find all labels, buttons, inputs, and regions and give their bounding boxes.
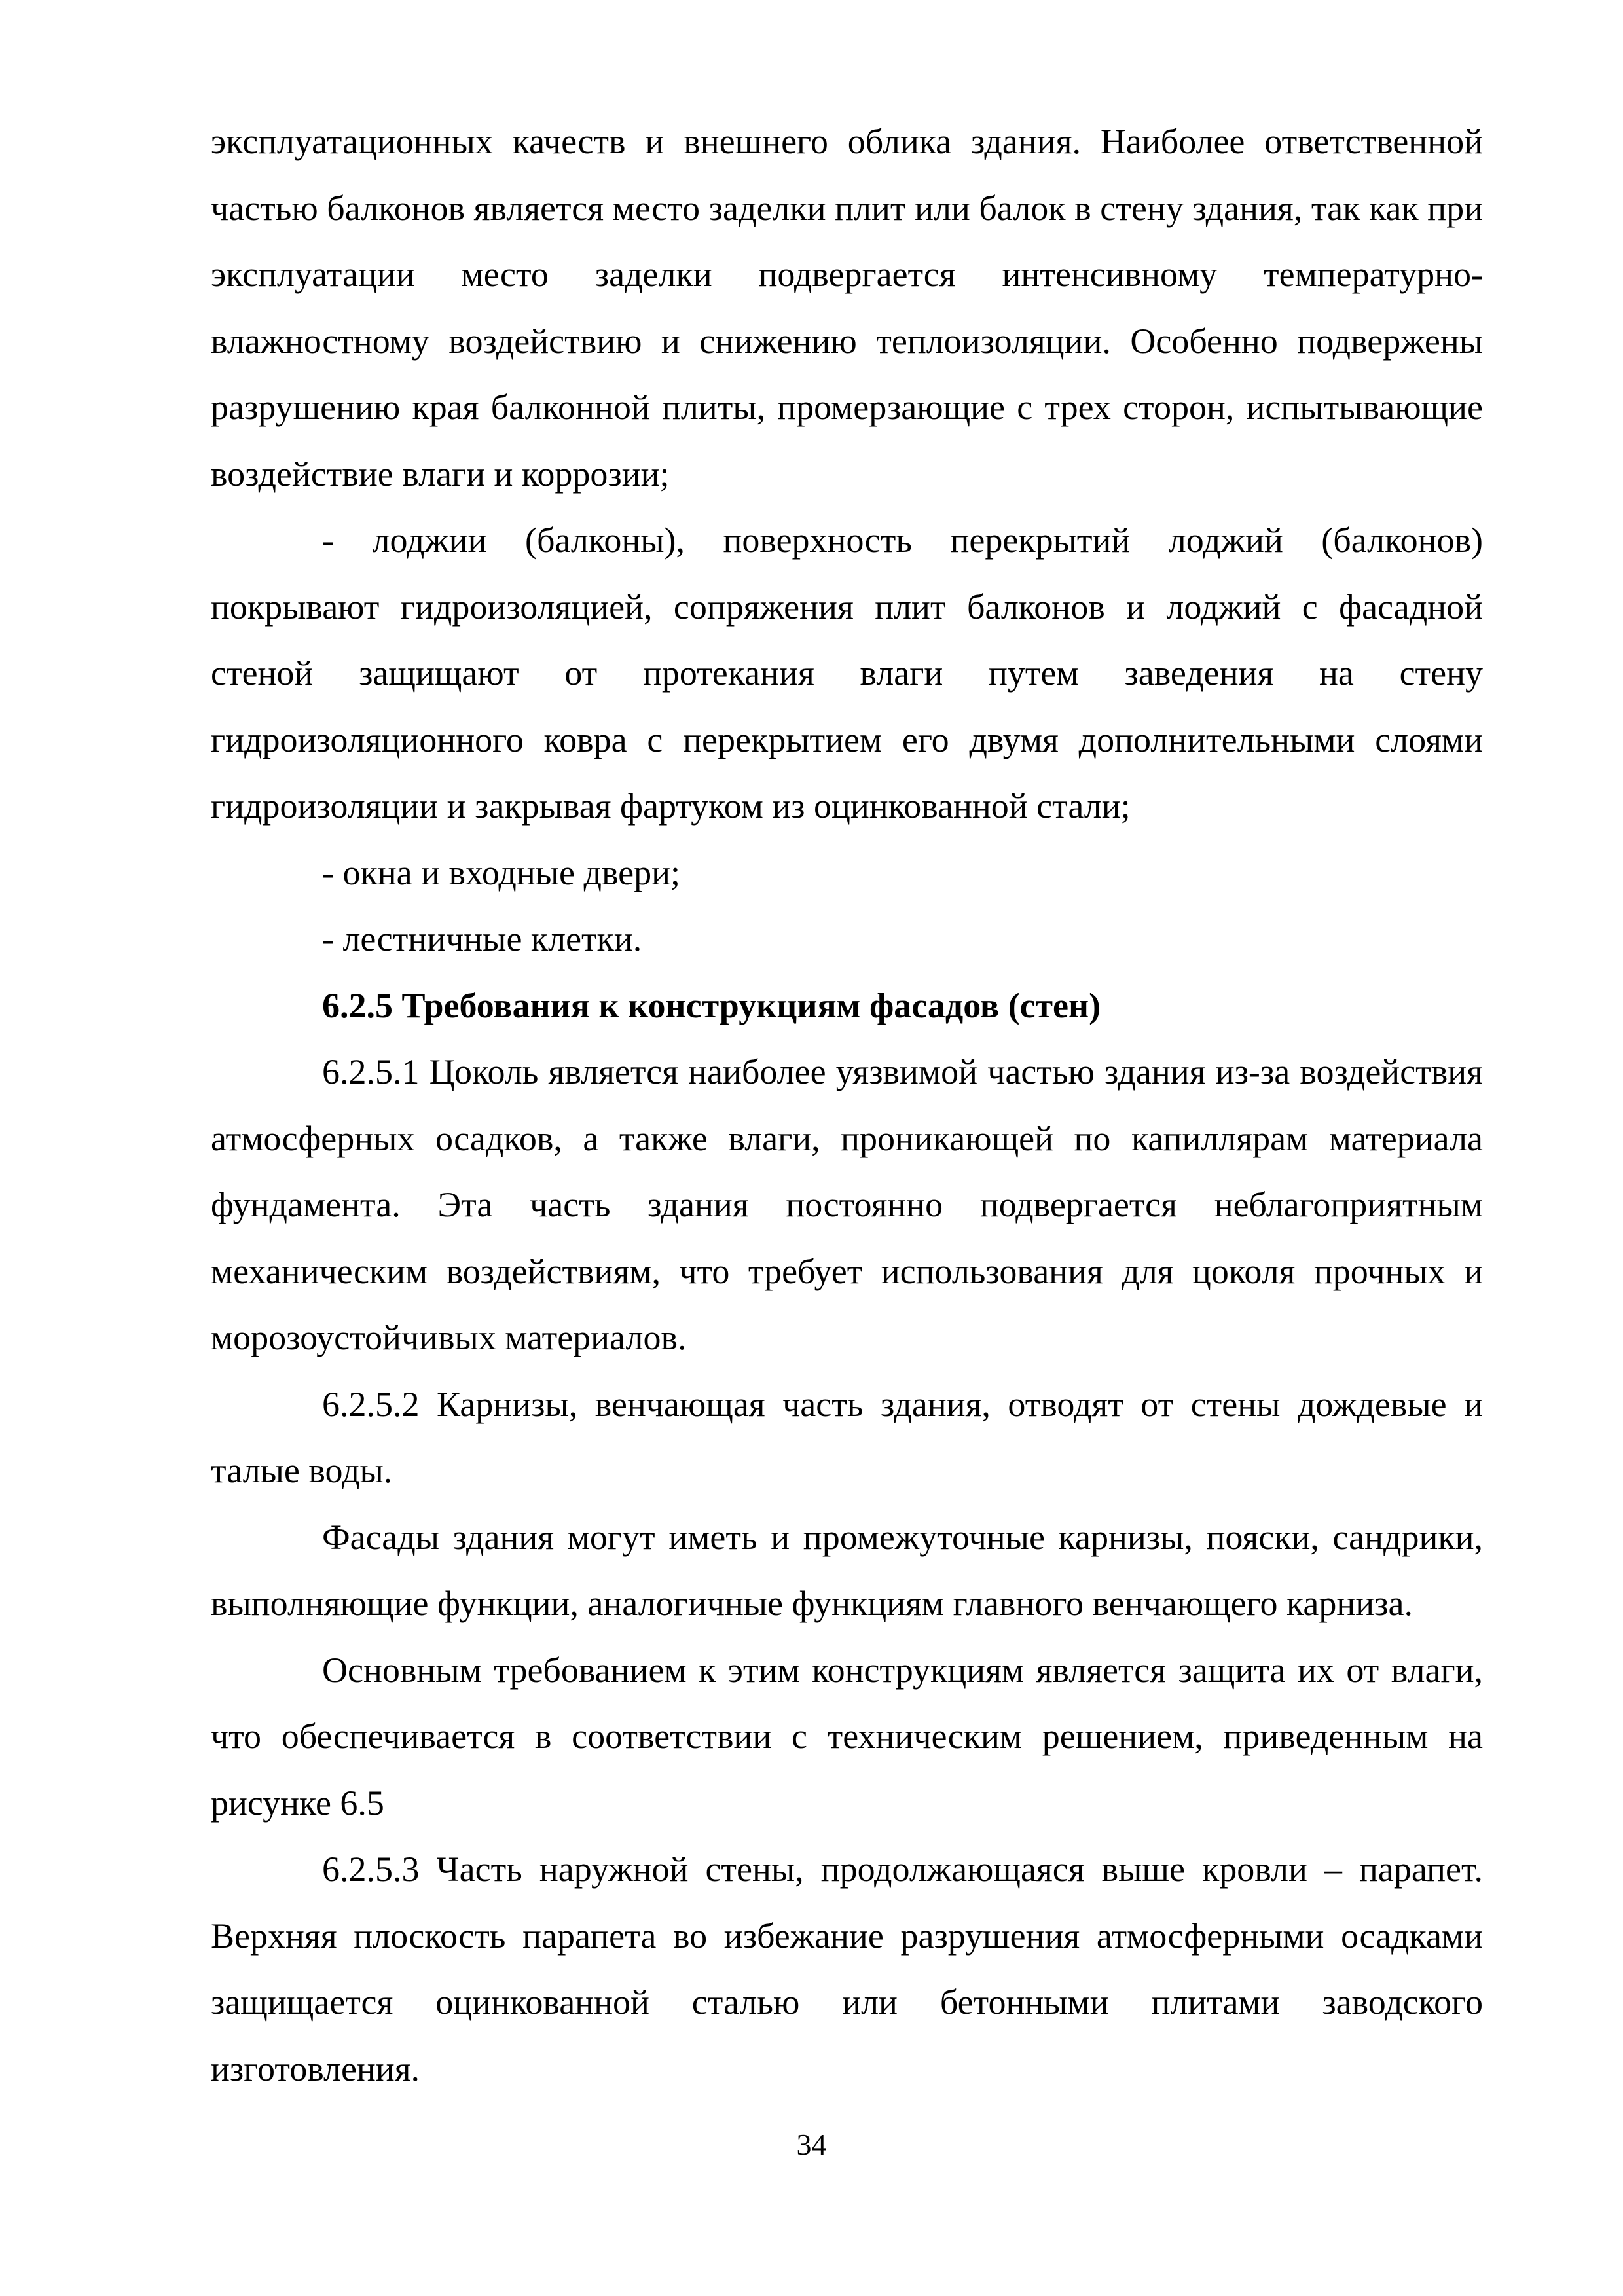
list-item-windows-doors: - окна и входные двери; (322, 852, 681, 892)
paragraph-cornices: 6.2.5.2 Карнизы, венчающая часть здания, отводят от стены дождевые и талые воды. (211, 1384, 1483, 1490)
section-heading: 6.2.5 Требования к конструкциям фасадов (стен) (322, 985, 1101, 1025)
list-item-loggias: - лоджии (балконы), поверхность перекрытий лоджий (балконов) покрывают гидроизоляцией, сопряжения плит балконов и лоджий с фасадной стеной защищают от протекания влаги путем заведения на стену гидроизоляционного ковра с перекрытием его двумя дополнительными слоями гидроизоляции и закрывая фартуком из оцинкованной стали; (211, 520, 1483, 826)
paragraph-plinth: 6.2.5.1 Цоколь является наиболее уязвимой частью здания из-за воздействия атмосферных осадков, а также влаги, проникающей по капиллярам материала фундамента. Эта часть здания постоянно подвергается неблагоприятным механическим воздействиям, что требует использования для цоколя прочных и морозоустойчивых материалов. (211, 1052, 1483, 1357)
paragraph-balcony-continuation: эксплуатационных качеств и внешнего облика здания. Наиболее ответственной частью балконов является место заделки плит или балок в стену здания, так как при эксплуатации место заделки подвергается интенсивному температурно-влажностному воздействию и снижению теплоизоляции. Особенно подвержены разрушению края балконной плиты, промерзающие с трех сторон, испытывающие воздействие влаги и коррозии; (211, 122, 1483, 494)
page-number: 34 (796, 2128, 827, 2161)
paragraph-moisture-protection: Основным требованием к этим конструкциям является защита их от влаги, что обеспечивается в соответствии с техническим решением, приведенным на рисунке 6.5 (211, 1650, 1483, 1823)
page-body (211, 109, 1483, 2102)
paragraph-parapet: 6.2.5.3 Часть наружной стены, продолжающаяся выше кровли – парапет. Верхняя плоскость парапета во избежание разрушения атмосферными осадками защищается оцинкованной сталью или бетонными плитами заводского изготовления. (211, 1850, 1483, 2088)
paragraph-intermediate-cornices: Фасады здания могут иметь и промежуточные карнизы, пояски, сандрики, выполняющие функции, аналогичные функциям главного венчающего карниза. (211, 1517, 1483, 1623)
list-item-staircases: - лестничные клетки. (322, 919, 642, 958)
